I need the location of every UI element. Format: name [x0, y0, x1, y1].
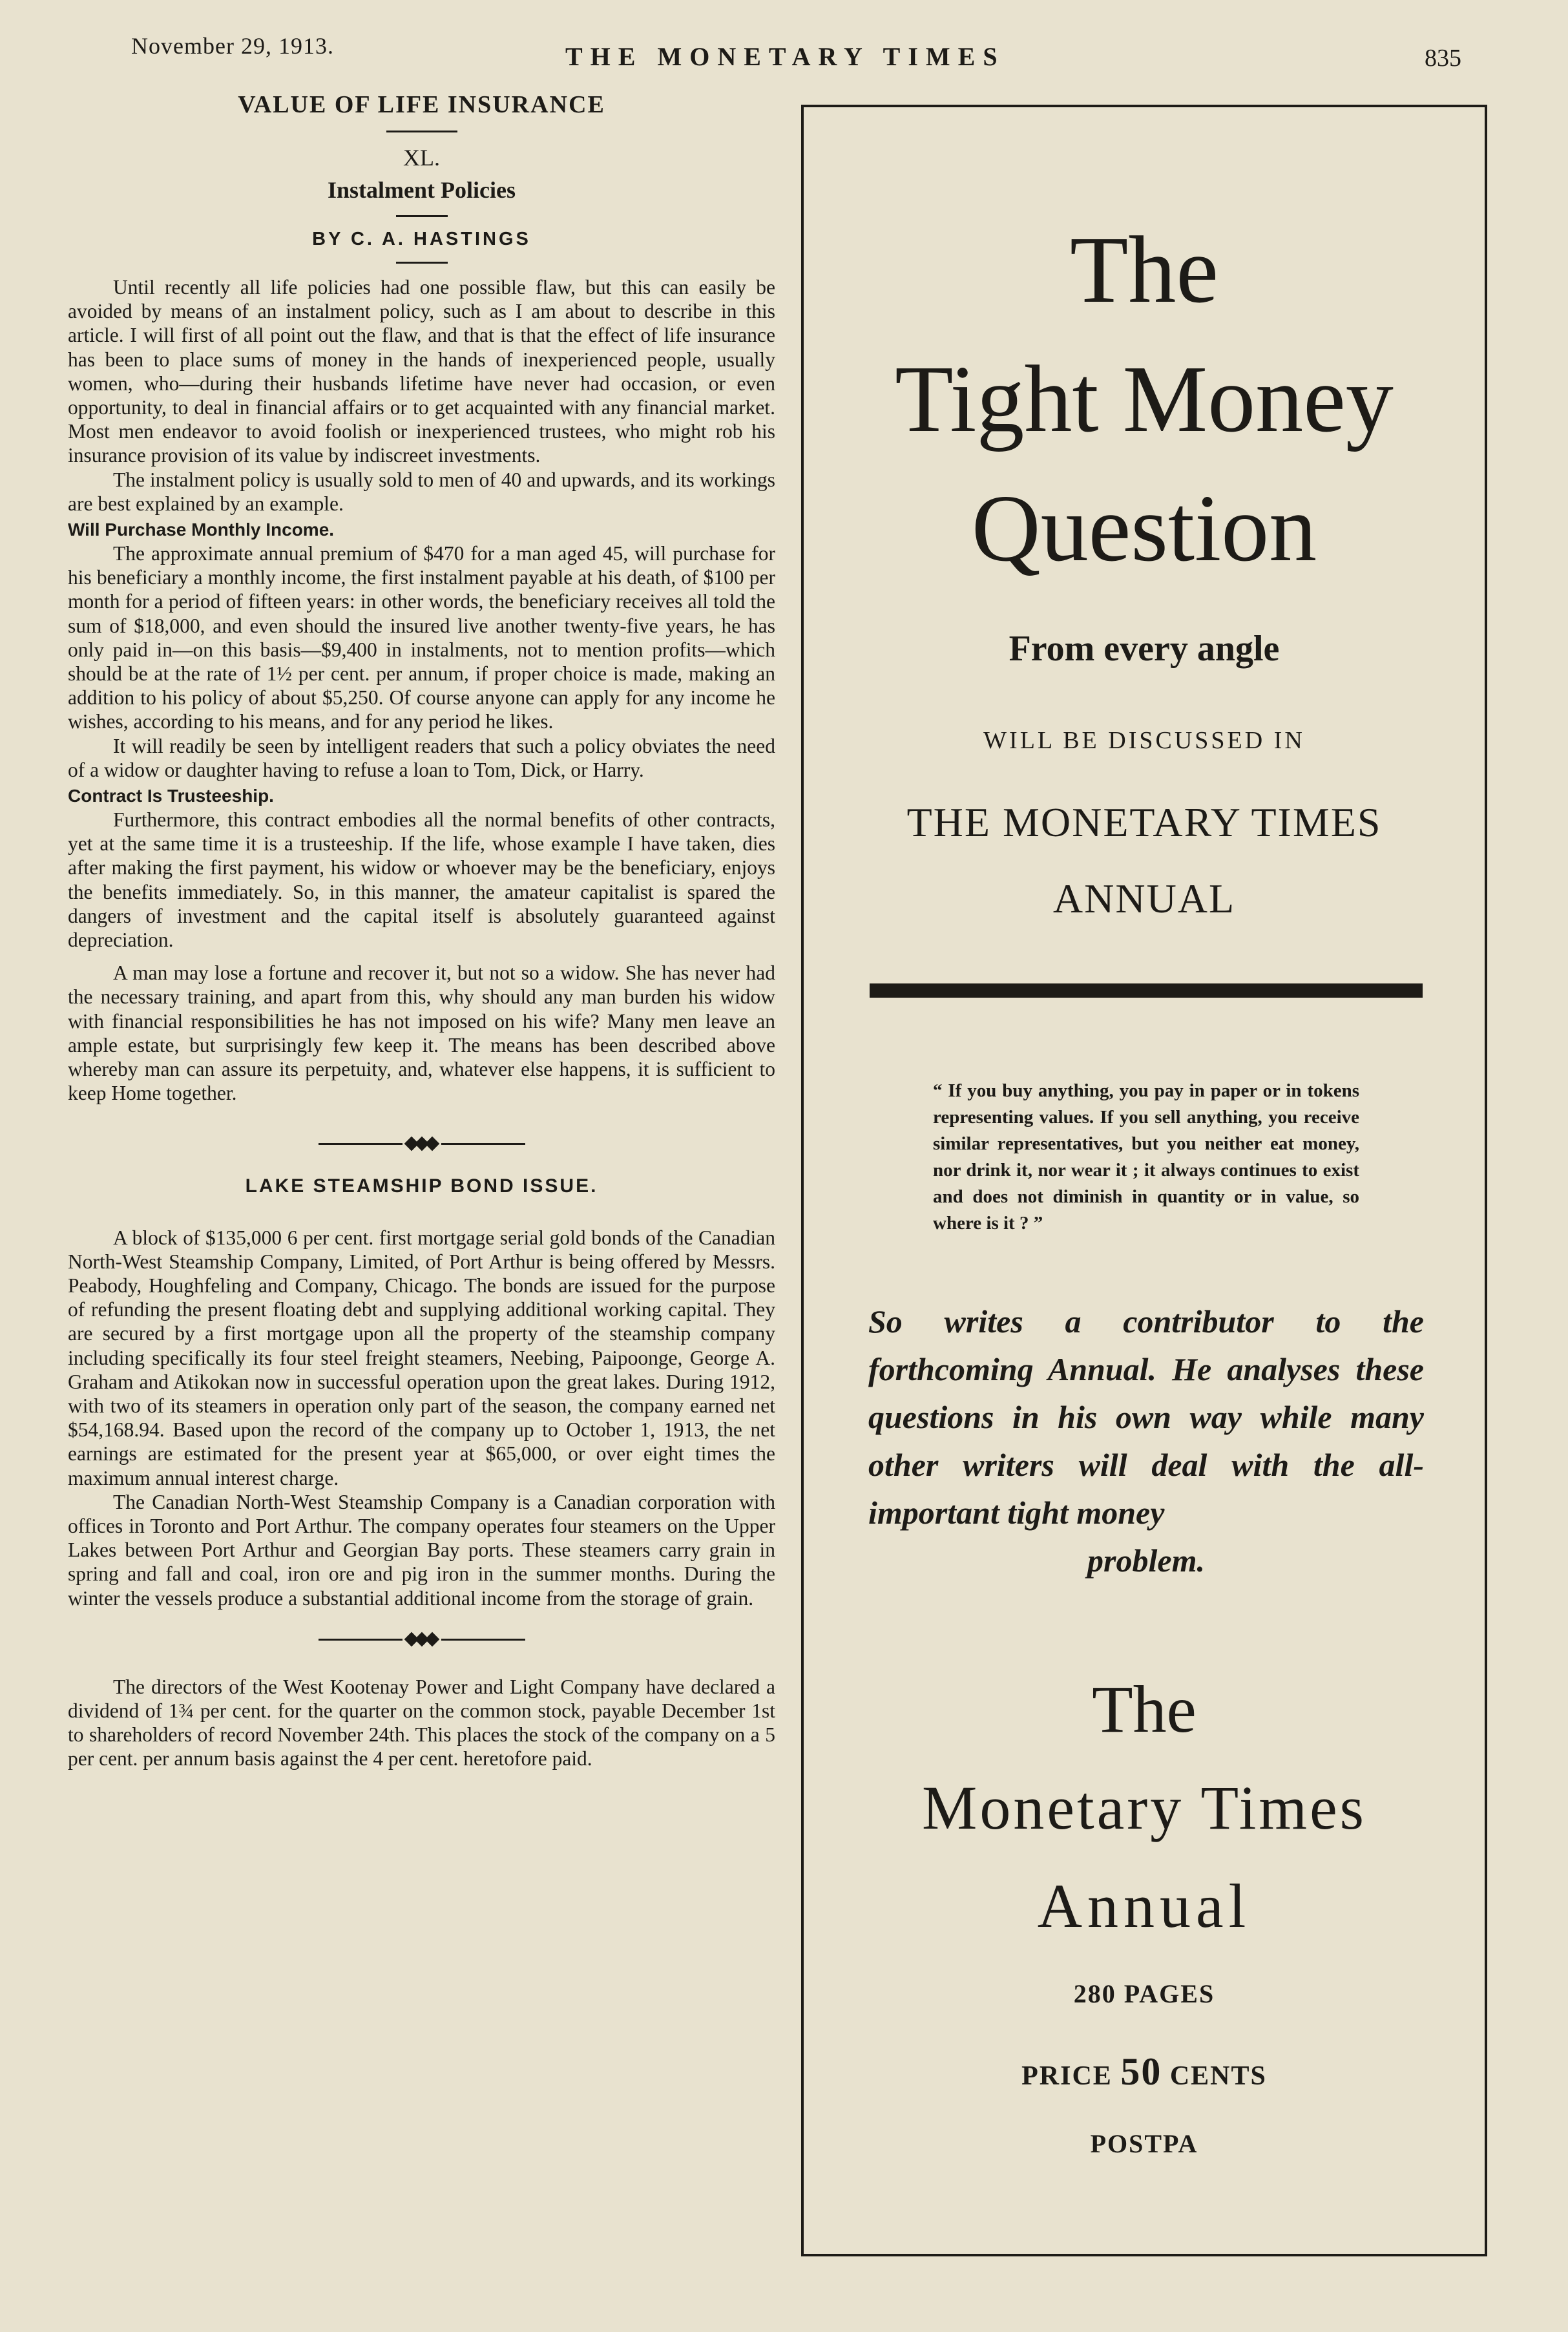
- advertisement: [801, 105, 1487, 2256]
- article-subtitle: Instalment Policies: [328, 177, 516, 203]
- divider: [396, 215, 448, 217]
- ad-brand-monetary-times: Monetary Times: [921, 1773, 1367, 1842]
- ad-page-count: 280 PAGES: [1073, 1979, 1215, 2008]
- issue-date: November 29, 1913.: [131, 33, 334, 59]
- paragraph: A man may lose a fortune and recover it, but not so a widow. She has never had the necessary training, and apart from this, why should any man burden his widow with financial responsibilities he has not imposed on his wife? Many men leave an ample estate, but surprisingly few keep it. The means has been described above whereby man can assure its perpetuity, and, whatever else happens, it is sufficient to keep Home together.: [68, 961, 775, 1105]
- paragraph: The directors of the West Kootenay Power and Light Company have declared a dividend of 1¾ per cent. for the quarter on the common stock, payable December 1st to shareholders of record November 24th. This places the stock of the company on a 5 per cent. per annum basis against the 4 per cent. heretofore paid.: [68, 1675, 775, 1770]
- ornament-divider: [319, 1134, 525, 1153]
- ad-quote: “ If you buy anything, you pay in paper or in tokens representing values. If you sell anything, you receive similar representatives, but you neither eat money, nor drink it, nor wear it ; it always continues to exist and does not diminish in quantity or in value, so where is it ? ”: [933, 1080, 1359, 1234]
- publication-title: THE MONETARY TIMES: [565, 42, 1005, 71]
- divider: [396, 262, 448, 264]
- article-title: VALUE OF LIFE INSURANCE: [238, 91, 605, 118]
- ad-description: [868, 1297, 1424, 1584]
- left-column: [68, 90, 775, 1771]
- ornament-divider: [319, 1630, 525, 1649]
- paragraph: The approximate annual premium of $470 for a man aged 45, will purchase for his beneficiary a monthly income, the first instalment payable at his death, of $100 per month for a period of fifteen years: in other words, the beneficiary receives all told the sum of $18,000, and even should the insured live another twenty-five years, he has only paid in—on this basis—$9,400 in instalments, not to mention profits—which should be at the rate of 1½ per cent. per annum, if proper choice is made, making an addition to his policy of about $5,250. Of course anyone can apply for any income he wishes, according to his means, and for any period he likes.: [68, 542, 775, 733]
- page-number: 835: [1425, 45, 1461, 72]
- paragraph: The Canadian North-West Steamship Company is a Canadian corporation with offices in Toronto and Port Arthur. The company operates four steamers on the Upper Lakes between Port Arthur and Georgian Bay ports. These steamers carry grain in spring and fall and coal, iron ore and pig iron in the summer months. During the winter the vessels produce a substantial additional income from the storage of grain.: [68, 1490, 775, 1610]
- article-number: XL.: [403, 145, 440, 171]
- ad-postpaid: POSTPA: [1090, 2129, 1198, 2158]
- byline: BY C. A. HASTINGS: [312, 229, 531, 249]
- ad-price-label: PRICE: [1021, 2061, 1113, 2091]
- paragraph: Until recently all life policies had one possible flaw, but this can easily be avoided by means of an instalment policy, such as I am about to describe in this article. I will first of all point out the flaw, and that is that the effect of life insurance has been to place sums of money in the hands of inexperienced people, usually women, who—during their husbands lifetime have never had occasion, or even opportunity, to deal in financial affairs or to get acquainted with any financial market. Most men endeavor to avoid foolish or inexperienced trustees, who might rob his insurance provision of its value by indiscreet investments.: [68, 276, 775, 467]
- article-body: [68, 1675, 775, 1771]
- section-subhead: Will Purchase Monthly Income.: [68, 520, 335, 540]
- ad-tagline: From every angle: [1009, 629, 1280, 669]
- article-body: [68, 275, 775, 1106]
- ad-description-last: problem.: [1087, 1542, 1205, 1579]
- ad-annual-label: ANNUAL: [1052, 876, 1236, 921]
- paragraph: A block of $135,000 6 per cent. first mortgage serial gold bonds of the Canadian North-West Steamship Company, Limited, of Port Arthur is being offered by Messrs. Peabody, Houghfeling and Company, Chicago. The bonds are issued for the purpose of refunding the present floating debt and supplying additional working capital. They are secured by a first mortgage upon all the property of the steamship company including specifically its four steel freight steamers, Neebing, Paipoonge, George A. Graham and Atikokan now in successful operation upon the great lakes. During 1912, with two of its steamers in operation only part of the season, the company earned net $54,168.94. Based upon the record of the company up to October 1, 1913, the net earnings are estimated for the present year at $65,000, or over eight times the maximum annual interest charge.: [68, 1226, 775, 1489]
- ad-headline-tight-money: Tight Money: [895, 346, 1394, 452]
- ad-brand-annual: Annual: [1037, 1871, 1251, 1940]
- ad-price-amount: 50: [1120, 2050, 1162, 2093]
- ad-price: [804, 2050, 1485, 2094]
- paragraph: The instalment policy is usually sold to men of 40 and upwards, and its workings are best explained by an example.: [68, 468, 775, 515]
- ad-will-be-discussed: WILL BE DISCUSSED IN: [983, 727, 1305, 754]
- ad-brand-the: The: [1092, 1672, 1197, 1747]
- ad-rule: [870, 983, 1423, 998]
- ad-price-unit: CENTS: [1169, 2061, 1267, 2091]
- divider: [386, 131, 457, 132]
- article-title: LAKE STEAMSHIP BOND ISSUE.: [245, 1175, 598, 1197]
- ad-publication-name: THE MONETARY TIMES: [906, 799, 1382, 845]
- paragraph: Furthermore, this contract embodies all the normal benefits of other contracts, yet at the same time it is a trusteeship. If the life, whose example I have taken, dies after making the first payment, his widow or whoever may be the beneficiary, enjoys the benefits immediately. So, in this manner, the amateur capitalist is spared the dangers of investment and the capital itself is absolutely guaranteed against depreciation.: [68, 808, 775, 952]
- section-subhead: Contract Is Trusteeship.: [68, 786, 274, 806]
- ad-headline-the: The: [1069, 217, 1219, 323]
- ad-description-text: So writes a contributor to the forthcoming Annual. He analyses these questions in his own way while many other writers will deal with the all-important tight money: [868, 1303, 1424, 1531]
- paragraph: It will readily be seen by intelligent readers that such a policy obviates the need of a widow or daughter having to refuse a loan to Tom, Dick, or Harry.: [68, 734, 775, 781]
- article-body: [68, 1226, 775, 1610]
- ad-headline-question: Question: [971, 476, 1317, 582]
